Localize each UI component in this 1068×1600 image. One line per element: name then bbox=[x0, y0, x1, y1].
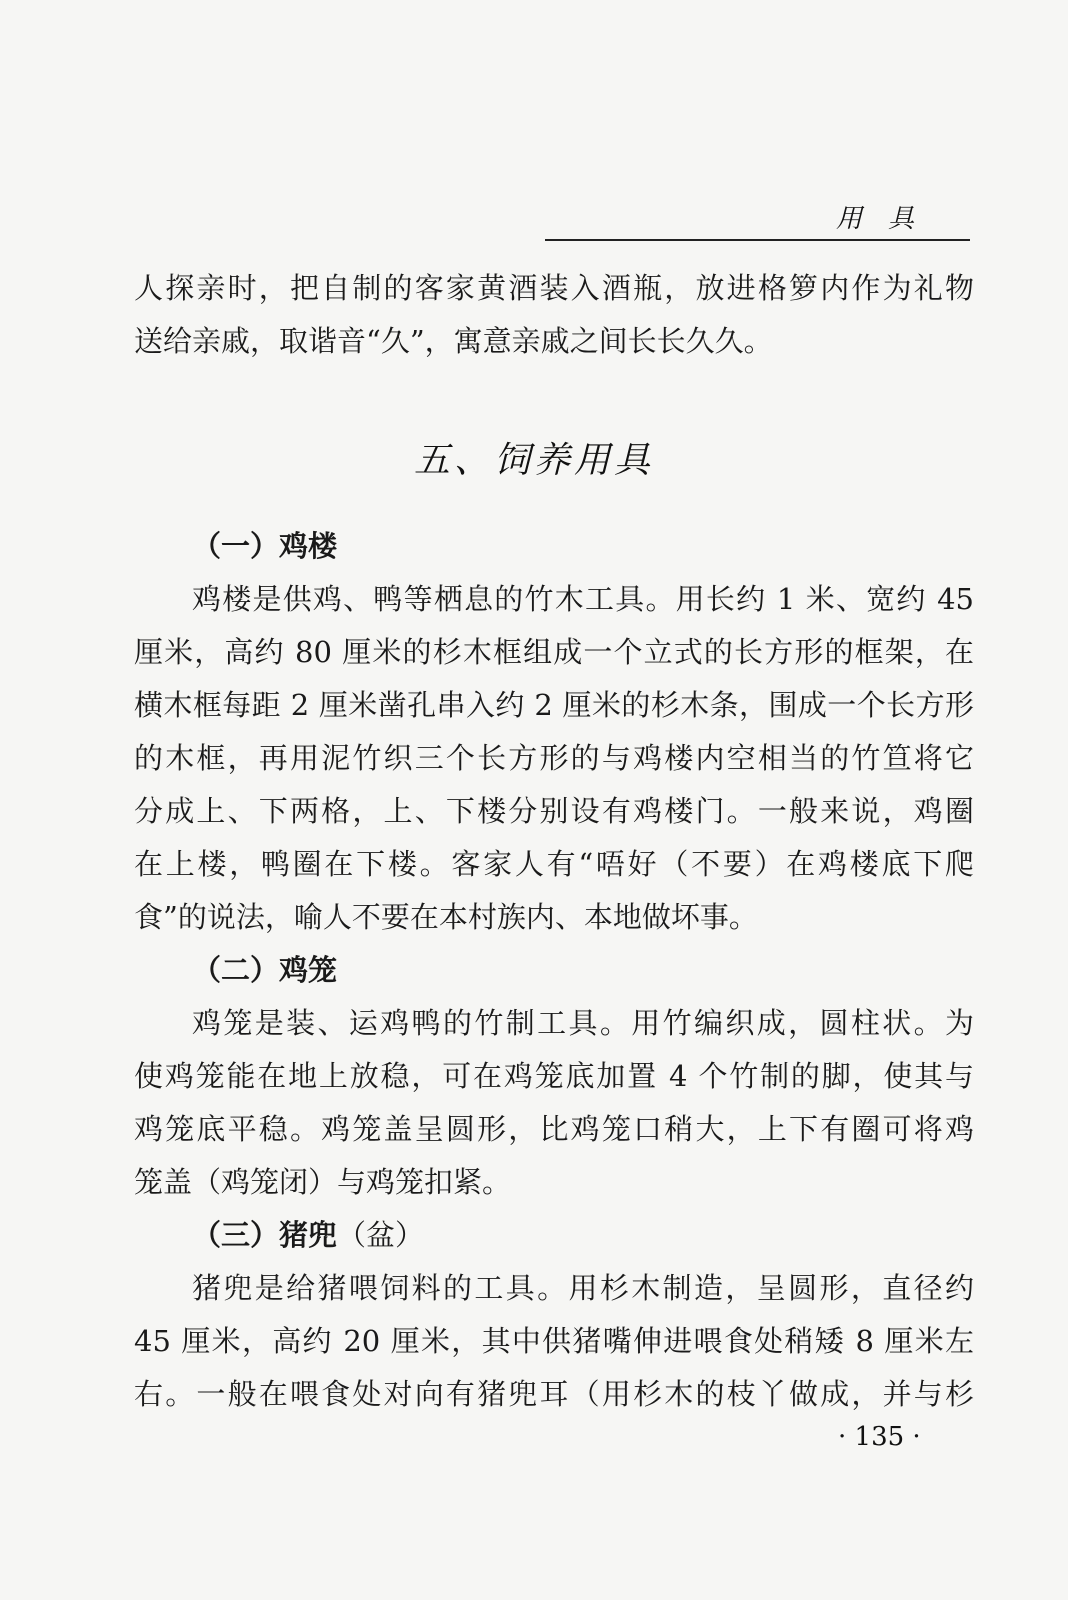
text-line: 人探亲时，把自制的客家黄酒装入酒瓶，放进格箩内作为礼物 bbox=[134, 271, 974, 305]
text-line: 右。一般在喂食处对向有猪兜耳（用杉木的枝丫做成，并与杉 bbox=[134, 1377, 974, 1411]
subsection-heading-main: （三）猪兜 bbox=[192, 1218, 338, 1252]
text-line: 鸡楼是供鸡、鸭等栖息的竹木工具。用长约 1 米、宽约 45 bbox=[192, 582, 974, 616]
text-line: 送给亲戚，取谐音“久”，寓意亲戚之间长长久久。 bbox=[134, 324, 773, 358]
text-line: 45 厘米，高约 20 厘米，其中供猪嘴伸进喂食处稍矮 8 厘米左 bbox=[134, 1324, 974, 1358]
section-title: 五、饲养用具 bbox=[413, 440, 654, 481]
text-line: 使鸡笼能在地上放稳，可在鸡笼底加置 4 个竹制的脚，使其与 bbox=[134, 1059, 974, 1093]
text-line: 横木框每距 2 厘米凿孔串入约 2 厘米的杉木条，围成一个长方形 bbox=[134, 688, 974, 722]
text-line: 笼盖（鸡笼闭）与鸡笼扣紧。 bbox=[134, 1165, 512, 1199]
continuation-paragraph bbox=[134, 262, 974, 368]
text-line: 的木框，再用泥竹织三个长方形的与鸡楼内空相当的竹笪将它 bbox=[134, 741, 974, 775]
page-number: · 135 · bbox=[838, 1422, 921, 1452]
subsection-heading: （一）鸡楼 bbox=[192, 529, 338, 563]
text-line: 猪兜是给猪喂饲料的工具。用杉木制造，呈圆形，直径约 bbox=[192, 1271, 974, 1305]
subsection-heading bbox=[134, 1209, 974, 1262]
subsection-heading-extra: （盆） bbox=[337, 1218, 425, 1252]
text-line: 鸡笼底平稳。鸡笼盖呈圆形，比鸡笼口稍大，上下有圈可将鸡 bbox=[134, 1112, 974, 1146]
text-line: 厘米，高约 80 厘米的杉木框组成一个立式的长方形的框架，在 bbox=[134, 635, 974, 669]
subsection-1 bbox=[134, 520, 974, 1421]
running-head-rule bbox=[545, 239, 970, 241]
text-line: 食”的说法，喻人不要在本村族内、本地做坏事。 bbox=[134, 900, 758, 934]
text-line: 鸡笼是装、运鸡鸭的竹制工具。用竹编织成，圆柱状。为 bbox=[192, 1006, 974, 1040]
running-head bbox=[545, 198, 970, 242]
subsection-heading: （二）鸡笼 bbox=[192, 953, 338, 987]
text-line: 在上楼，鸭圈在下楼。客家人有“唔好（不要）在鸡楼底下爬 bbox=[134, 847, 974, 881]
running-head-title: 用具 bbox=[835, 204, 940, 234]
text-line: 分成上、下两格，上、下楼分别设有鸡楼门。一般来说，鸡圈 bbox=[134, 794, 974, 828]
